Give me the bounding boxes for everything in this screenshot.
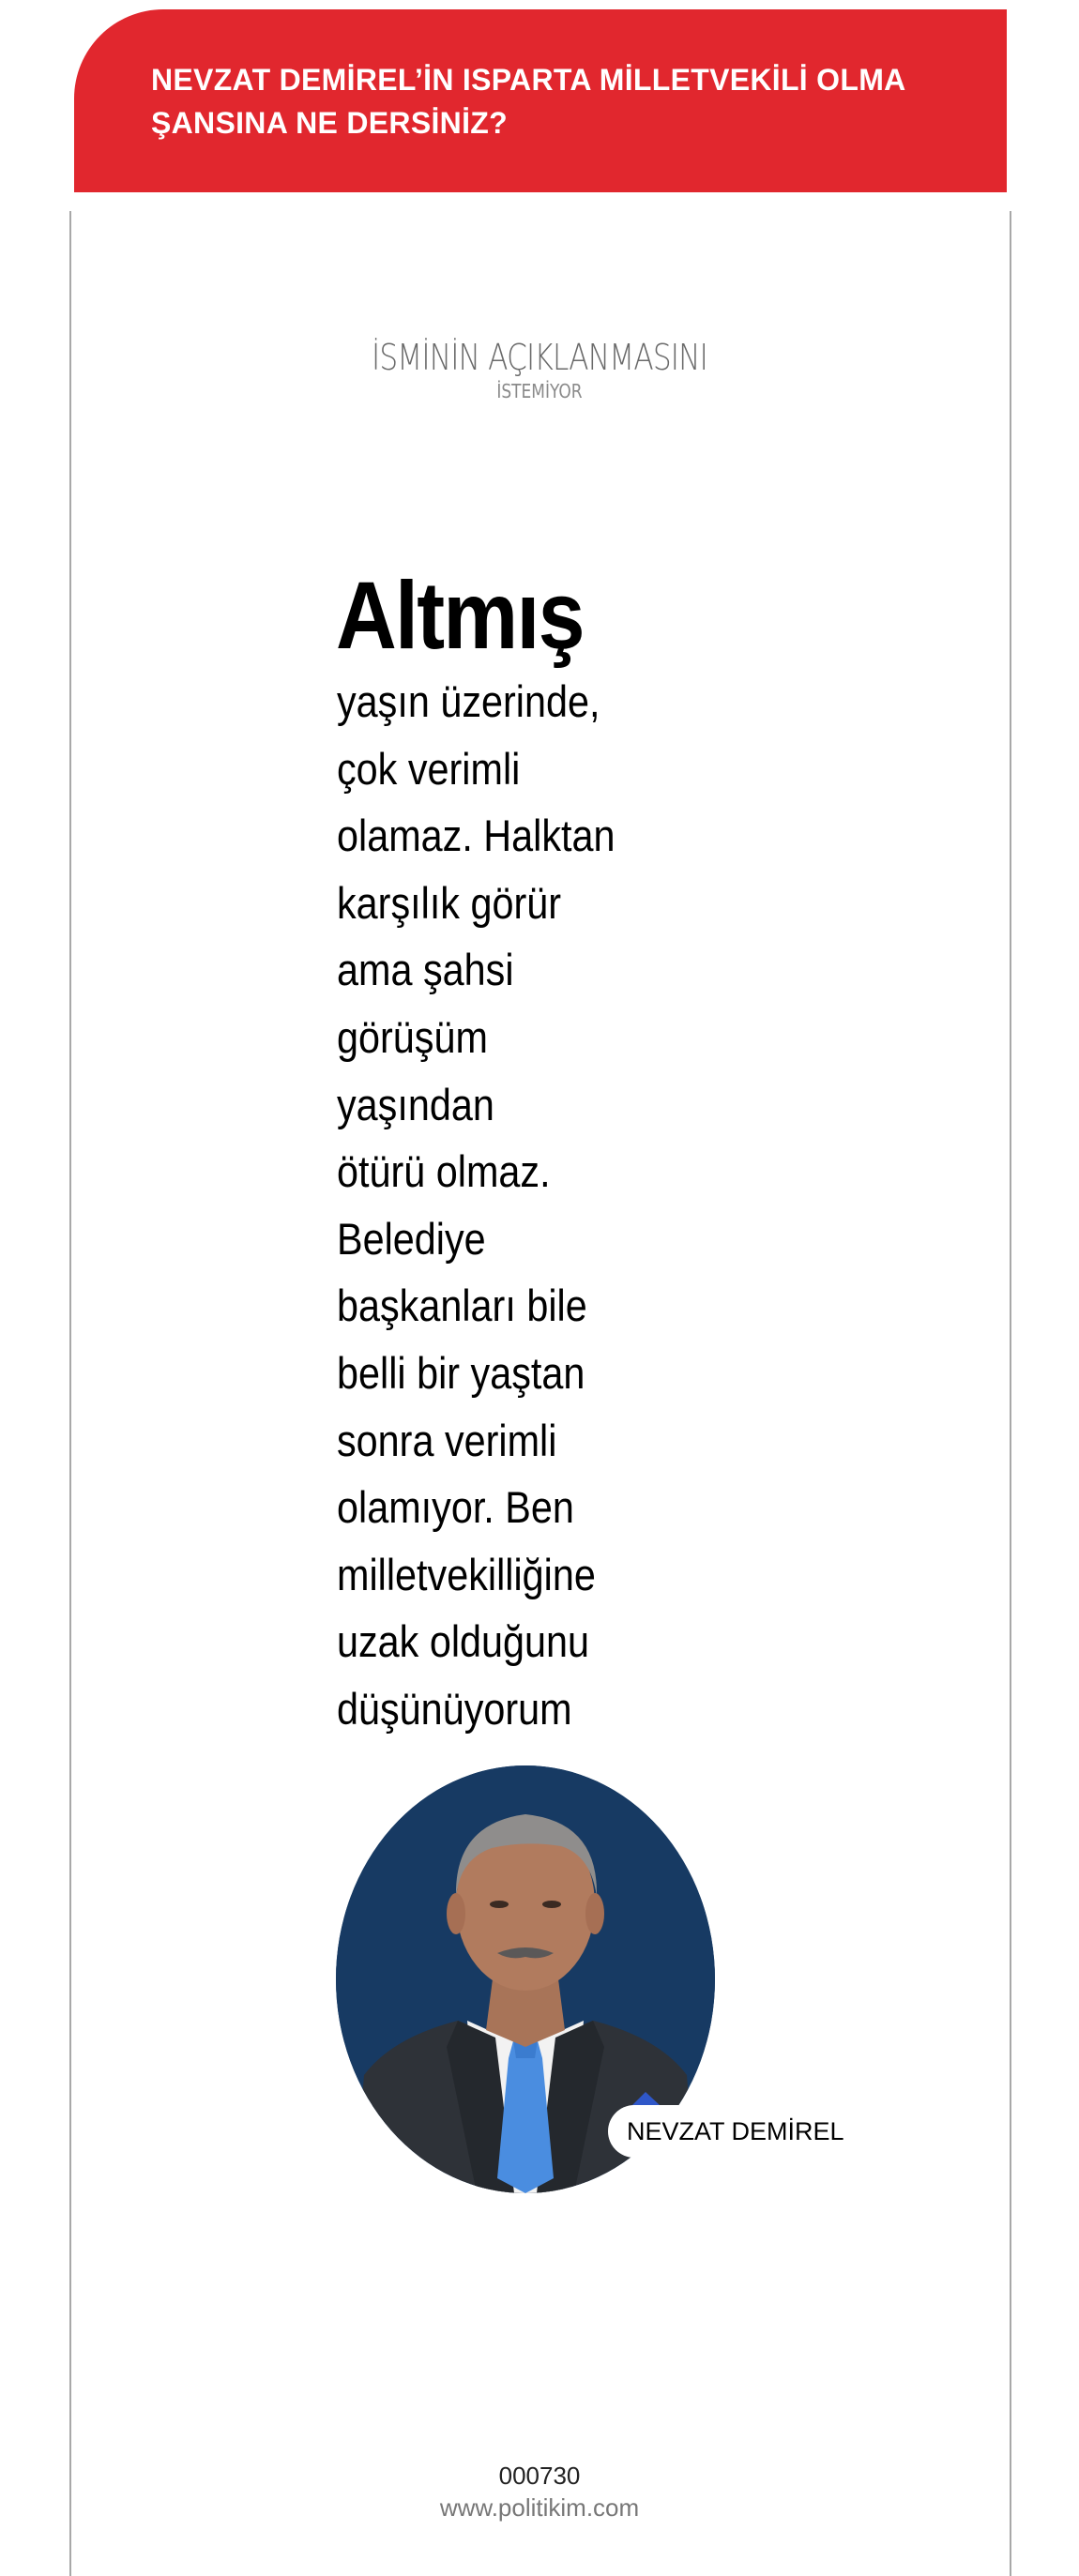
quote-body: yaşın üzerinde, çok verimli olamaz. Halktan karşılık görür ama şahsi görüşüm yaşından ötürü olmaz. Belediye başkanları bile belli bir yaştan sonra verimli olamıyor. Ben milletvekilliğine uzak olduğunu düşünüyorum	[337, 676, 615, 1734]
frame-left-border	[69, 211, 71, 2576]
frame-right-border	[1010, 211, 1011, 2576]
footer-website-link[interactable]: www.politikim.com	[439, 2493, 640, 2522]
respondent-label-line2: İSTEMİYOR	[496, 380, 583, 402]
quote-lead-word: Altmış	[336, 562, 584, 669]
respondent-label-line1: İSMİNİN AÇIKLANMASINI	[371, 337, 708, 378]
footer-code: 000730	[498, 2462, 581, 2490]
poll-question-title: NEVZAT DEMİREL’İN ISPARTA MİLLETVEKİLİ OLMA ŞANSINA NE DERSİNİZ?	[151, 63, 905, 140]
header-banner	[74, 9, 1007, 192]
portrait-name-tag: NEVZAT DEMİREL	[608, 2105, 863, 2158]
respondent-label	[0, 335, 1079, 402]
footer	[0, 2460, 1079, 2523]
